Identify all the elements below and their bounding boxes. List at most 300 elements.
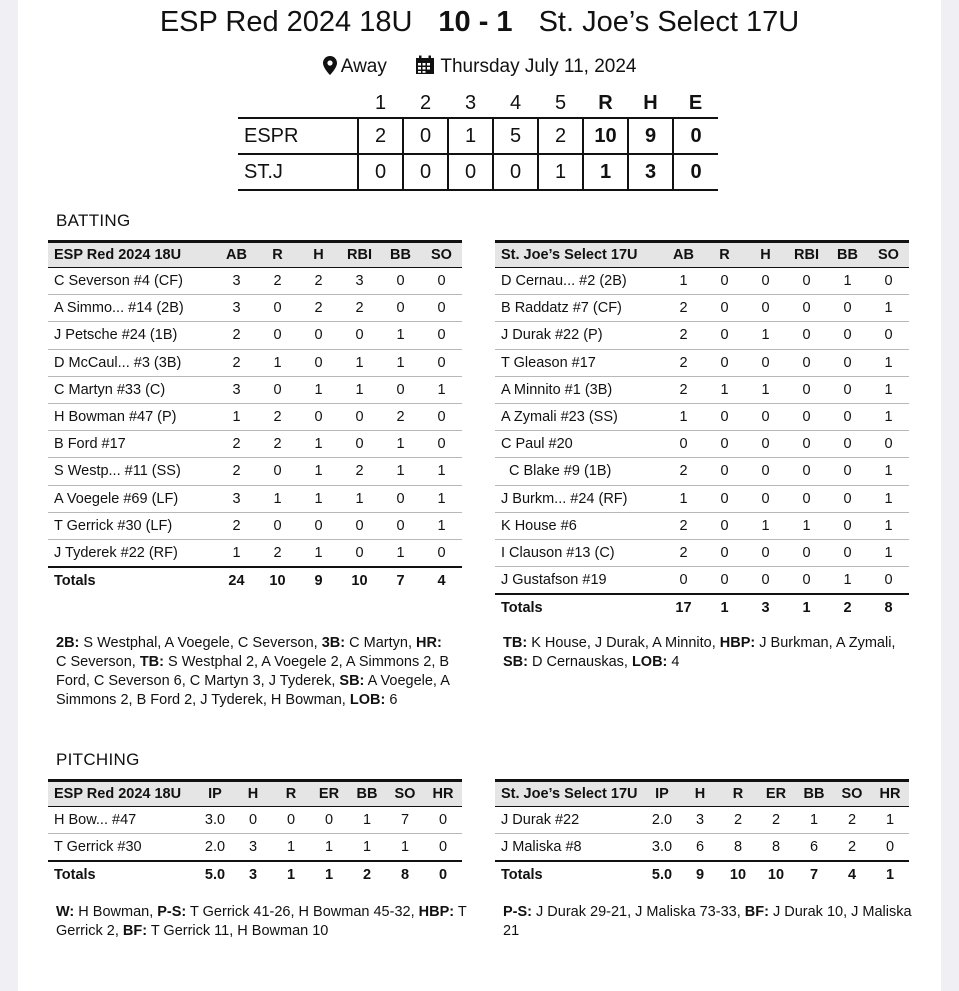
location-pin-icon: [323, 56, 337, 77]
stat-value: 1: [339, 349, 380, 376]
team-column-header: St. Joe’s Select 17U: [495, 242, 663, 268]
player-name: J Durak #22 (P): [495, 322, 663, 349]
stat-value: 0: [786, 349, 827, 376]
stat-value: 0: [234, 807, 272, 834]
stat-value: 0: [421, 295, 462, 322]
stat-value: 0: [704, 512, 745, 539]
stat-value: 2: [216, 431, 257, 458]
stat-value: 2: [298, 268, 339, 295]
hits-total: 3: [628, 154, 673, 190]
stat-value: 0: [786, 403, 827, 430]
stat-value: 0: [745, 403, 786, 430]
stat-column-header: SO: [386, 781, 424, 807]
stat-value: 0: [339, 512, 380, 539]
stat-value: 1: [421, 485, 462, 512]
stat-value: 1: [386, 834, 424, 861]
inning-score: 1: [538, 154, 583, 190]
note-text: S Westphal 2, A Voegele 2, A Simmons 2, B Ford, C Severson 6, C Martyn 3, J Tyderek,: [56, 654, 450, 689]
stat-value: 3: [216, 295, 257, 322]
stat-value: 1: [868, 376, 909, 403]
total-value: 9: [298, 567, 339, 594]
stat-value: 1: [339, 485, 380, 512]
stat-value: 1: [216, 539, 257, 566]
stat-value: 3.0: [643, 834, 681, 861]
inning-score: 5: [493, 118, 538, 154]
batter-row: [495, 322, 909, 349]
player-name: A Zymali #23 (SS): [495, 403, 663, 430]
stat-value: 1: [827, 268, 868, 295]
total-value: 4: [421, 567, 462, 594]
errors-total: 0: [673, 118, 718, 154]
stat-value: 1: [380, 349, 421, 376]
stat-value: 0: [663, 567, 704, 594]
note-text: 4: [667, 654, 680, 670]
stat-column-header: BB: [827, 242, 868, 268]
team-column-header: ESP Red 2024 18U: [48, 242, 216, 268]
stat-value: 0: [704, 567, 745, 594]
batter-row: [495, 485, 909, 512]
total-value: 2: [348, 861, 386, 888]
note-text: K House, J Durak, A Minnito,: [527, 635, 720, 651]
table-header-row: [495, 781, 909, 807]
stat-value: 0: [745, 295, 786, 322]
stat-value: 6: [681, 834, 719, 861]
stat-value: 1: [421, 458, 462, 485]
player-name: J Petsche #24 (1B): [48, 322, 216, 349]
pitcher-row: [495, 807, 909, 834]
stat-value: 0: [380, 268, 421, 295]
stat-value: 2: [663, 349, 704, 376]
stat-value: 2.0: [643, 807, 681, 834]
stat-column-header: SO: [868, 242, 909, 268]
total-value: 17: [663, 594, 704, 621]
total-value: 1: [704, 594, 745, 621]
inning-score: 0: [358, 154, 403, 190]
batting-table-home: [48, 240, 462, 594]
stat-column-header: AB: [216, 242, 257, 268]
note-label: SB:: [339, 673, 365, 689]
note-label: P-S:: [157, 904, 187, 920]
stat-value: 0: [257, 376, 298, 403]
player-name: H Bowman #47 (P): [48, 403, 216, 430]
stat-value: 0: [745, 485, 786, 512]
stat-value: 0: [704, 539, 745, 566]
stat-value: 8: [719, 834, 757, 861]
stat-column-header: AB: [663, 242, 704, 268]
batter-row: [48, 512, 462, 539]
stat-value: 2: [663, 376, 704, 403]
player-name: C Paul #20: [495, 431, 663, 458]
game-title: [18, 6, 941, 39]
stat-value: 1: [298, 539, 339, 566]
stat-value: 0: [868, 567, 909, 594]
note-label: SB:: [503, 654, 528, 670]
stat-value: 0: [827, 485, 868, 512]
note-label: LOB:: [349, 692, 386, 708]
stat-value: 1: [868, 403, 909, 430]
stat-value: 3.0: [196, 807, 234, 834]
home-team-name: ESP Red 2024 18U: [159, 6, 413, 38]
totals-row: [48, 861, 462, 888]
stat-value: 0: [257, 295, 298, 322]
inning-score: 2: [538, 118, 583, 154]
total-value: 10: [757, 861, 795, 888]
stat-value: 0: [298, 512, 339, 539]
batter-row: [495, 349, 909, 376]
stat-value: 0: [786, 539, 827, 566]
inning-score: 0: [403, 154, 448, 190]
stat-value: 2: [719, 807, 757, 834]
batter-row: [495, 403, 909, 430]
stat-value: 2: [216, 512, 257, 539]
stat-value: 1: [298, 485, 339, 512]
note-label: HR:: [416, 635, 442, 651]
stat-column-header: IP: [196, 781, 234, 807]
total-value: 3: [745, 594, 786, 621]
stat-value: 0: [257, 512, 298, 539]
player-name: H Bow... #47: [48, 807, 196, 834]
stat-value: 0: [298, 403, 339, 430]
stat-value: 7: [386, 807, 424, 834]
player-name: D McCaul... #3 (3B): [48, 349, 216, 376]
stat-value: 0: [424, 807, 462, 834]
total-value: 8: [386, 861, 424, 888]
batting-table-away: [495, 240, 909, 621]
note-text: 6: [385, 692, 398, 708]
team-column-header: St. Joe’s Select 17U: [495, 781, 643, 807]
note-label: P-S:: [503, 904, 532, 920]
player-name: C Severson #4 (CF): [48, 268, 216, 295]
stat-column-header: H: [234, 781, 272, 807]
stat-value: 0: [421, 322, 462, 349]
stat-value: 2: [216, 458, 257, 485]
stat-value: 6: [795, 834, 833, 861]
inning-2-header: 2: [419, 92, 432, 114]
location-text: Away: [340, 56, 387, 77]
stat-column-header: IP: [643, 781, 681, 807]
stat-value: 0: [827, 539, 868, 566]
line-score-row-home: [238, 118, 718, 154]
stat-value: 2: [257, 403, 298, 430]
batter-row: [495, 268, 909, 295]
totals-row: [495, 861, 909, 888]
stat-value: 0: [298, 322, 339, 349]
stat-column-header: BB: [795, 781, 833, 807]
stat-value: 1: [663, 268, 704, 295]
stat-value: 2: [257, 431, 298, 458]
team-abbr: ST.J: [238, 154, 358, 190]
stat-value: 3: [339, 268, 380, 295]
game-meta: [18, 55, 941, 78]
stat-value: 2: [257, 268, 298, 295]
note-text: D Cernauskas,: [527, 654, 632, 670]
batter-row: [495, 295, 909, 322]
stat-value: 1: [380, 322, 421, 349]
stat-value: 2: [663, 458, 704, 485]
stat-value: 2: [663, 512, 704, 539]
stat-value: 0: [421, 539, 462, 566]
batter-row: [48, 295, 462, 322]
inning-1-header: 1: [374, 92, 387, 114]
stat-value: 0: [424, 834, 462, 861]
batter-row: [48, 485, 462, 512]
stat-column-header: HR: [424, 781, 462, 807]
stat-value: 0: [272, 807, 310, 834]
stat-value: 0: [704, 403, 745, 430]
stat-value: 0: [786, 268, 827, 295]
stat-value: 8: [757, 834, 795, 861]
stat-value: 2: [216, 322, 257, 349]
stat-column-header: HR: [871, 781, 909, 807]
player-name: B Raddatz #7 (CF): [495, 295, 663, 322]
total-value: 10: [719, 861, 757, 888]
away-team-name: St. Joe’s Select 17U: [538, 6, 800, 38]
player-name: I Clauson #13 (C): [495, 539, 663, 566]
stat-value: 0: [421, 349, 462, 376]
total-value: 2: [827, 594, 868, 621]
stat-value: 1: [795, 807, 833, 834]
stat-value: 1: [868, 458, 909, 485]
total-value: 4: [833, 861, 871, 888]
player-name: T Gerrick #30 (LF): [48, 512, 216, 539]
stat-value: 0: [339, 431, 380, 458]
batting-section-title: BATTING: [56, 211, 131, 230]
stat-value: 1: [380, 431, 421, 458]
note-label: HBP:: [719, 635, 756, 651]
inning-5-header: 5: [554, 92, 567, 114]
note-text: S Westphal, A Voegele, C Severson,: [79, 635, 322, 651]
pitching-table-home: [48, 779, 462, 888]
stat-value: 0: [868, 268, 909, 295]
calendar-icon: [415, 56, 435, 77]
stat-value: 1: [257, 349, 298, 376]
note-text: J Burkman, A Zymali,: [755, 635, 896, 651]
inning-3-header: 3: [464, 92, 477, 114]
stat-value: 1: [310, 834, 348, 861]
stat-value: 0: [868, 431, 909, 458]
total-value: 5.0: [643, 861, 681, 888]
pitcher-row: [48, 834, 462, 861]
player-name: T Gleason #17: [495, 349, 663, 376]
final-score: 10 - 1: [438, 6, 513, 38]
totals-label: Totals: [48, 861, 196, 888]
table-header-row: [48, 781, 462, 807]
errors-total: 0: [673, 154, 718, 190]
player-name: B Ford #17: [48, 431, 216, 458]
stat-value: 0: [704, 349, 745, 376]
batter-row: [495, 458, 909, 485]
pitching-section-title: PITCHING: [56, 750, 140, 769]
stat-column-header: BB: [380, 242, 421, 268]
stat-value: 0: [257, 322, 298, 349]
player-name: D Cernau... #2 (2B): [495, 268, 663, 295]
stat-value: 2: [663, 322, 704, 349]
stat-value: 0: [827, 295, 868, 322]
batter-row: [495, 376, 909, 403]
line-score-table: [238, 90, 718, 191]
stat-value: 0: [745, 539, 786, 566]
stat-value: 2: [833, 834, 871, 861]
stat-value: 0: [786, 322, 827, 349]
total-value: 7: [380, 567, 421, 594]
stat-value: 1: [272, 834, 310, 861]
note-label: 2B:: [56, 635, 80, 651]
total-value: 10: [257, 567, 298, 594]
note-text: A Voegele, A Simmons 2, B Ford 2, J Tyderek, H Bowman,: [56, 673, 450, 708]
note-label: BF:: [122, 923, 148, 939]
total-value: 7: [795, 861, 833, 888]
stat-value: 0: [704, 431, 745, 458]
stat-value: 1: [868, 485, 909, 512]
stat-column-header: H: [745, 242, 786, 268]
inning-score: 1: [448, 118, 493, 154]
inning-score: 2: [358, 118, 403, 154]
team-column-header: ESP Red 2024 18U: [48, 781, 196, 807]
pitching-notes-away: [503, 903, 918, 941]
stat-value: 1: [421, 376, 462, 403]
stat-value: 1: [298, 458, 339, 485]
stat-value: 2: [380, 403, 421, 430]
stat-value: 0: [871, 834, 909, 861]
batter-row: [48, 539, 462, 566]
stat-value: 0: [745, 567, 786, 594]
team-abbr: ESPR: [238, 118, 358, 154]
line-score-row-away: [238, 154, 718, 190]
note-text: T Gerrick 11, H Bowman 10: [147, 923, 329, 939]
stat-value: 0: [827, 512, 868, 539]
player-name: C Martyn #33 (C): [48, 376, 216, 403]
runs-header: R: [598, 92, 613, 114]
stat-column-header: H: [298, 242, 339, 268]
note-label: W:: [56, 904, 75, 920]
stat-value: 1: [868, 349, 909, 376]
total-value: 8: [868, 594, 909, 621]
batter-row: [495, 567, 909, 594]
stat-value: 0: [827, 322, 868, 349]
stat-value: 2: [339, 458, 380, 485]
batter-row: [48, 376, 462, 403]
note-label: BF:: [744, 904, 769, 920]
stat-value: 0: [421, 268, 462, 295]
note-label: TB:: [503, 635, 528, 651]
stat-value: 0: [339, 403, 380, 430]
stat-value: 0: [704, 295, 745, 322]
player-name: S Westp... #11 (SS): [48, 458, 216, 485]
inning-score: 0: [448, 154, 493, 190]
runs-total: 1: [583, 154, 628, 190]
player-name: C Blake #9 (1B): [495, 458, 663, 485]
stat-value: 3: [234, 834, 272, 861]
stat-column-header: ER: [310, 781, 348, 807]
stat-value: 2: [298, 295, 339, 322]
stat-value: 1: [663, 403, 704, 430]
stat-value: 0: [704, 458, 745, 485]
stat-value: 0: [827, 349, 868, 376]
stat-value: 0: [786, 567, 827, 594]
total-value: 1: [272, 861, 310, 888]
totals-label: Totals: [495, 861, 643, 888]
total-value: 24: [216, 567, 257, 594]
stat-value: 0: [786, 431, 827, 458]
pitcher-row: [48, 807, 462, 834]
stat-value: 3: [216, 268, 257, 295]
totals-label: Totals: [495, 594, 663, 621]
total-value: 1: [786, 594, 827, 621]
pitching-notes-home: [56, 903, 476, 941]
stat-value: 0: [827, 376, 868, 403]
stat-value: 1: [868, 539, 909, 566]
player-name: A Voegele #69 (LF): [48, 485, 216, 512]
stat-column-header: SO: [421, 242, 462, 268]
stat-value: 0: [745, 431, 786, 458]
stat-value: 0: [827, 458, 868, 485]
stat-value: 0: [786, 295, 827, 322]
stat-value: 2.0: [196, 834, 234, 861]
stat-value: 1: [257, 485, 298, 512]
note-label: 3B:: [321, 635, 346, 651]
note-text: J Durak 10, J Maliska 21: [503, 904, 912, 939]
stat-column-header: H: [681, 781, 719, 807]
stat-value: 2: [216, 349, 257, 376]
stat-value: 0: [298, 349, 339, 376]
player-name: T Gerrick #30: [48, 834, 196, 861]
stat-column-header: R: [272, 781, 310, 807]
totals-label: Totals: [48, 567, 216, 594]
box-score-sheet: [18, 0, 941, 991]
note-text: J Durak 29-21, J Maliska 73-33,: [532, 904, 745, 920]
hits-total: 9: [628, 118, 673, 154]
stat-value: 0: [421, 403, 462, 430]
stat-column-header: R: [257, 242, 298, 268]
total-value: 5.0: [196, 861, 234, 888]
stat-column-header: SO: [833, 781, 871, 807]
total-value: 3: [234, 861, 272, 888]
stat-value: 2: [257, 539, 298, 566]
stat-value: 0: [786, 458, 827, 485]
stat-value: 1: [339, 376, 380, 403]
total-value: 1: [871, 861, 909, 888]
note-text: C Severson,: [56, 654, 140, 670]
stat-value: 3: [216, 376, 257, 403]
totals-row: [48, 567, 462, 594]
player-name: J Burkm... #24 (RF): [495, 485, 663, 512]
stat-column-header: R: [704, 242, 745, 268]
note-label: LOB:: [631, 654, 668, 670]
batter-row: [48, 403, 462, 430]
player-name: J Tyderek #22 (RF): [48, 539, 216, 566]
pitching-table-away: [495, 779, 909, 888]
stat-value: 0: [310, 807, 348, 834]
stat-value: 0: [786, 376, 827, 403]
stat-value: 1: [298, 376, 339, 403]
batter-row: [48, 431, 462, 458]
note-text: C Martyn,: [345, 635, 417, 651]
player-name: J Gustafson #19: [495, 567, 663, 594]
batter-row: [495, 512, 909, 539]
player-name: K House #6: [495, 512, 663, 539]
stat-value: 1: [380, 458, 421, 485]
stat-column-header: RBI: [339, 242, 380, 268]
stat-value: 1: [745, 376, 786, 403]
game-date: Thursday July 11, 2024: [440, 56, 637, 77]
note-label: HBP:: [418, 904, 455, 920]
player-name: A Simmo... #14 (2B): [48, 295, 216, 322]
stat-value: 0: [257, 458, 298, 485]
stat-value: 0: [380, 485, 421, 512]
batting-notes-home: [56, 634, 456, 710]
note-text: T Gerrick 2,: [56, 904, 467, 939]
stat-column-header: R: [719, 781, 757, 807]
